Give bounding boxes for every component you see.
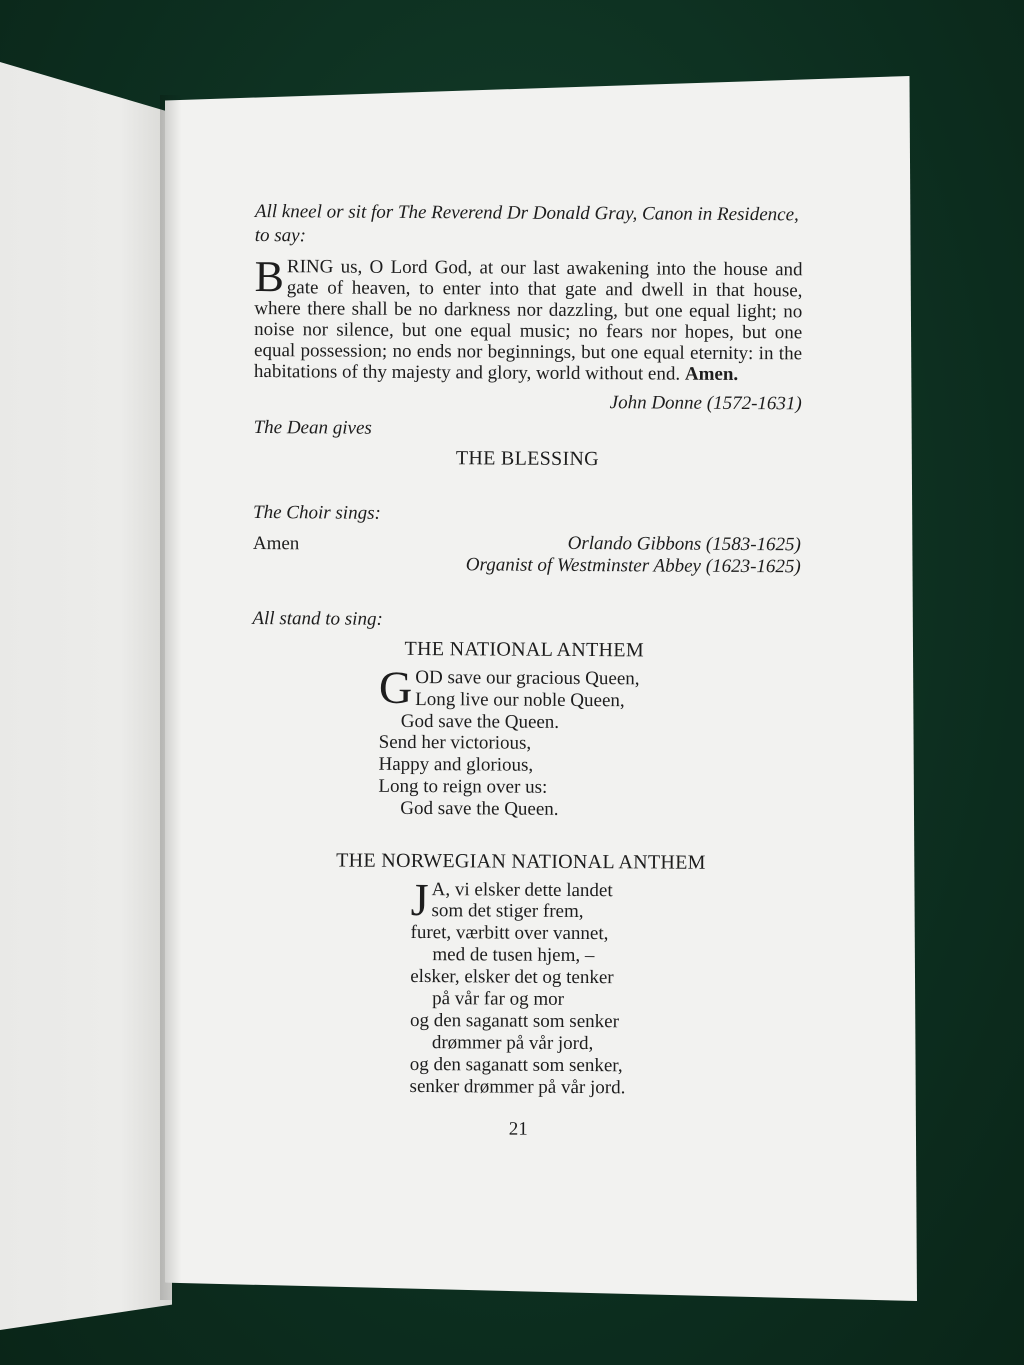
norwegian-line-2: som det stiger frem, — [431, 900, 584, 923]
choir-piece: Amen — [252, 532, 300, 555]
anthem-line-6: Long to reign over us: — [378, 775, 548, 798]
anthem-heading: THE NATIONAL ANTHEM — [404, 637, 645, 662]
book-gutter — [160, 95, 182, 1300]
choir-composer: Orlando Gibbons (1583-1625) — [567, 532, 801, 556]
norwegian-line-8: drømmer på vår jord, — [431, 1032, 594, 1055]
prayer-attribution: John Donne (1572-1631) — [609, 392, 802, 415]
left-page — [0, 62, 172, 1330]
anthem-line-4: Send her victorious, — [378, 732, 532, 755]
choir-composer-note: Organist of Westminster Abbey (1623-1625) — [465, 554, 801, 578]
anthem-verse — [378, 661, 800, 822]
norwegian-line-9: og den saganatt som senker, — [409, 1053, 623, 1077]
page-content — [249, 200, 803, 1142]
choir-credits — [466, 532, 801, 578]
anthem-line-text: OD save our gracious Queen, — [415, 666, 640, 690]
norwegian-line-10: senker drømmer på vår jord. — [409, 1075, 626, 1099]
anthem-line-7: God save the Queen. — [400, 797, 559, 820]
norwegian-line-7: og den saganatt som senker — [409, 1009, 620, 1033]
choir-row — [253, 531, 801, 578]
page-number: 21 — [508, 1118, 528, 1140]
norwegian-line-3: furet, værbitt over vannet, — [410, 922, 609, 945]
anthem-line-5: Happy and glorious, — [378, 753, 534, 776]
prayer-text: RING us, O Lord God, at our last awakening into the house and gate of heaven, to enter into that gate and dwell in that house, where there shall be no darkness nor dazzling, but one equal light; no noise nor silence, but one equal music; no fears nor hopes, but one equal possession; no ends nor beginnings, but one equal eternity: in the habitations of thy majesty and glory, world without end. — [253, 256, 803, 385]
norwegian-dropcap: J — [410, 873, 429, 925]
prayer-dropcap: B — [254, 251, 285, 302]
norwegian-heading: THE NORWEGIAN NATIONAL ANTHEM — [336, 849, 706, 874]
blessing-heading: THE BLESSING — [455, 447, 600, 471]
prayer-paragraph — [253, 251, 803, 385]
anthem-rubric: All stand to sing: — [252, 607, 383, 630]
blessing-rubric: The Dean gives — [253, 416, 372, 439]
norwegian-line-4: med de tusen hjem, – — [432, 944, 595, 967]
anthem-dropcap: G — [378, 661, 413, 713]
prayer-rubric: All kneel or sit for The Reverend Dr Donald Gray, Canon in Residence, to say: — [254, 200, 799, 247]
norwegian-line-5: elsker, elsker det og tenker — [410, 966, 614, 989]
anthem-line-2: Long live our noble Queen, — [415, 688, 625, 712]
norwegian-verse — [409, 873, 799, 1100]
prayer-amen: Amen. — [684, 363, 739, 385]
choir-rubric: The Choir sings: — [253, 501, 381, 524]
norwegian-line-text: A, vi elsker dette landet — [431, 878, 613, 901]
norwegian-line-6: på vår far og mor — [432, 988, 565, 1011]
anthem-line-3: God save the Queen. — [400, 710, 560, 733]
